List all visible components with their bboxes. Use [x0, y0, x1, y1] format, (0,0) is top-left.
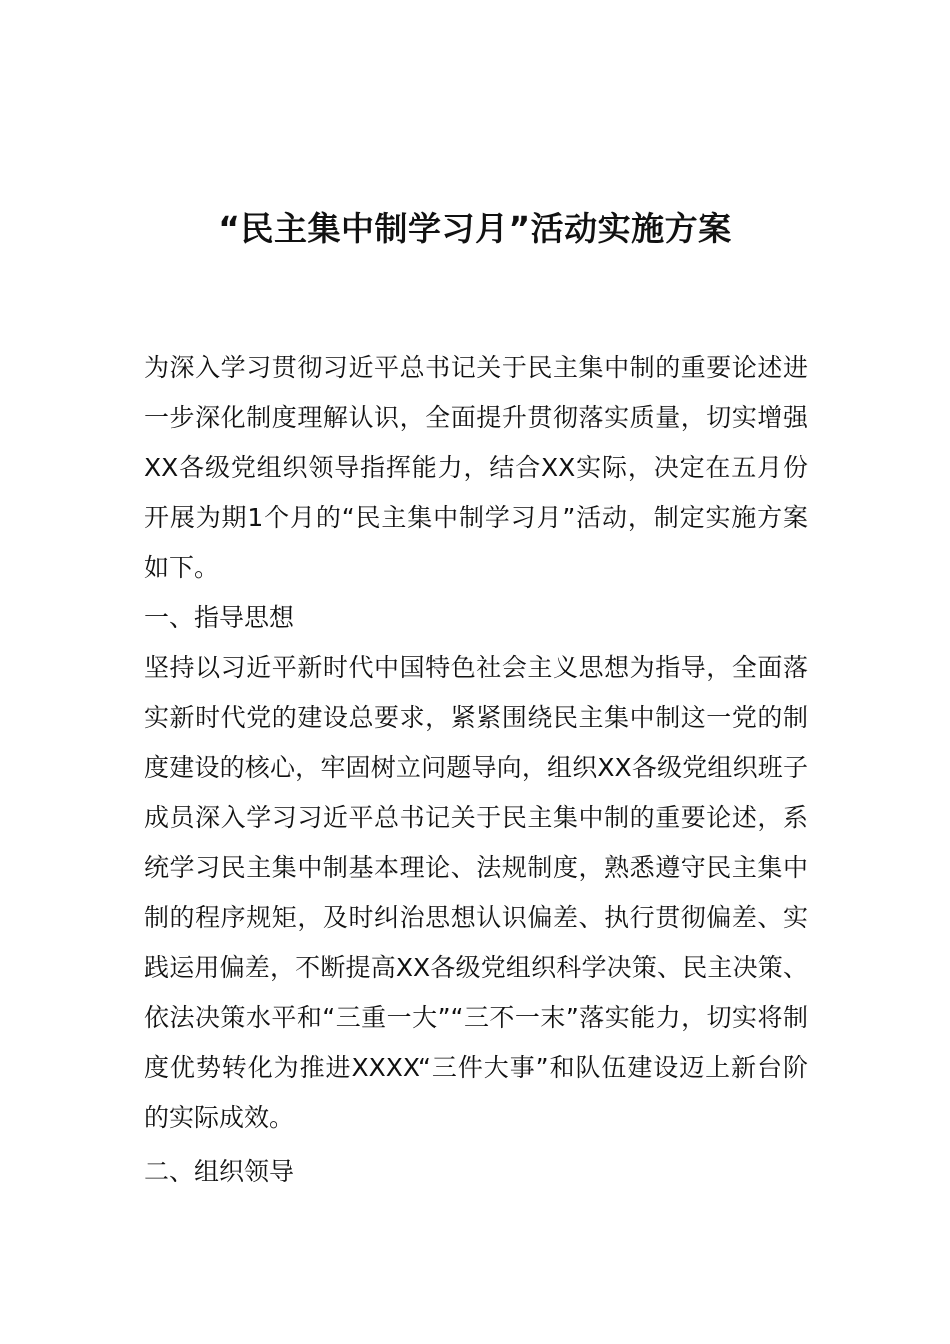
document-title: “民主集中制学习月”活动实施方案 [218, 209, 732, 248]
section-heading-organization: 二、组织领导 [144, 1157, 295, 1186]
intro-paragraph: 为深入学习贯彻习近平总书记关于民主集中制的重要论述进一步深化制度理解认识，全面提升贯彻落实质量，切实增强XX各级党组织领导指挥能力，结合XX实际，决定在五月份开展为期1个月的“民主集中制学习月”活动，制定实施方案如下。 [144, 353, 808, 582]
document-body [144, 343, 808, 1197]
section-paragraph-guiding-ideology: 坚持以习近平新时代中国特色社会主义思想为指导，全面落实新时代党的建设总要求，紧紧围绕民主集中制这一党的制度建设的核心，牢固树立问题导向，组织XX各级党组织班子成员深入学习习近平总书记关于民主集中制的重要论述，系统学习民主集中制基本理论、法规制度，熟悉遵守民主集中制的程序规矩，及时纠治思想认识偏差、执行贯彻偏差、实践运用偏差，不断提高XX各级党组织科学决策、民主决策、依法决策水平和“三重一大”“三不一末”落实能力，切实将制度优势转化为推进XXXX“三件大事”和队伍建设迈上新台阶的实际成效。 [144, 653, 808, 1132]
section-heading-guiding-ideology: 一、指导思想 [144, 603, 295, 632]
